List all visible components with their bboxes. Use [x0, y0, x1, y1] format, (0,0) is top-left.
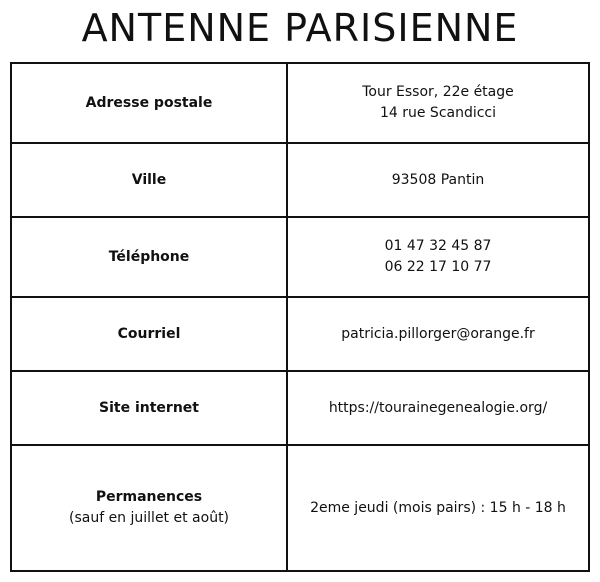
address-line-1: Tour Essor, 22e étage — [362, 84, 514, 100]
row-label: Téléphone — [108, 248, 190, 265]
row-label-note: (sauf en juillet et août) — [68, 510, 230, 526]
table-row — [11, 63, 589, 143]
table-row — [11, 143, 589, 217]
table-row — [11, 445, 589, 571]
email-label — [11, 297, 287, 371]
table-row — [11, 217, 589, 297]
phone-number-2: 06 22 17 10 77 — [384, 259, 492, 275]
phone-value — [287, 217, 589, 297]
office-hours-value — [287, 445, 589, 571]
office-hours-text: 2eme jeudi (mois pairs) : 15 h - 18 h — [310, 499, 566, 516]
office-hours-label — [11, 445, 287, 571]
row-label: Site internet — [99, 399, 199, 416]
row-label: Ville — [131, 171, 167, 188]
page-title: ANTENNE PARISIENNE — [81, 6, 519, 50]
table-row — [11, 371, 589, 445]
website-label — [11, 371, 287, 445]
address-label — [11, 63, 287, 143]
website-url: https://tourainegenealogie.org/ — [328, 399, 548, 416]
email-value — [287, 297, 589, 371]
contact-info-table — [10, 62, 590, 572]
email-address: patricia.pillorger@orange.fr — [341, 325, 535, 342]
row-label: Courriel — [117, 325, 181, 342]
website-value — [287, 371, 589, 445]
table-row — [11, 297, 589, 371]
phone-number-1: 01 47 32 45 87 — [384, 238, 492, 254]
city-line: 93508 Pantin — [391, 171, 485, 188]
city-value — [287, 143, 589, 217]
city-label — [11, 143, 287, 217]
address-value — [287, 63, 589, 143]
phone-label — [11, 217, 287, 297]
address-line-2: 14 rue Scandicci — [379, 105, 497, 121]
row-label: Permanences — [95, 489, 203, 505]
row-label: Adresse postale — [85, 94, 213, 111]
